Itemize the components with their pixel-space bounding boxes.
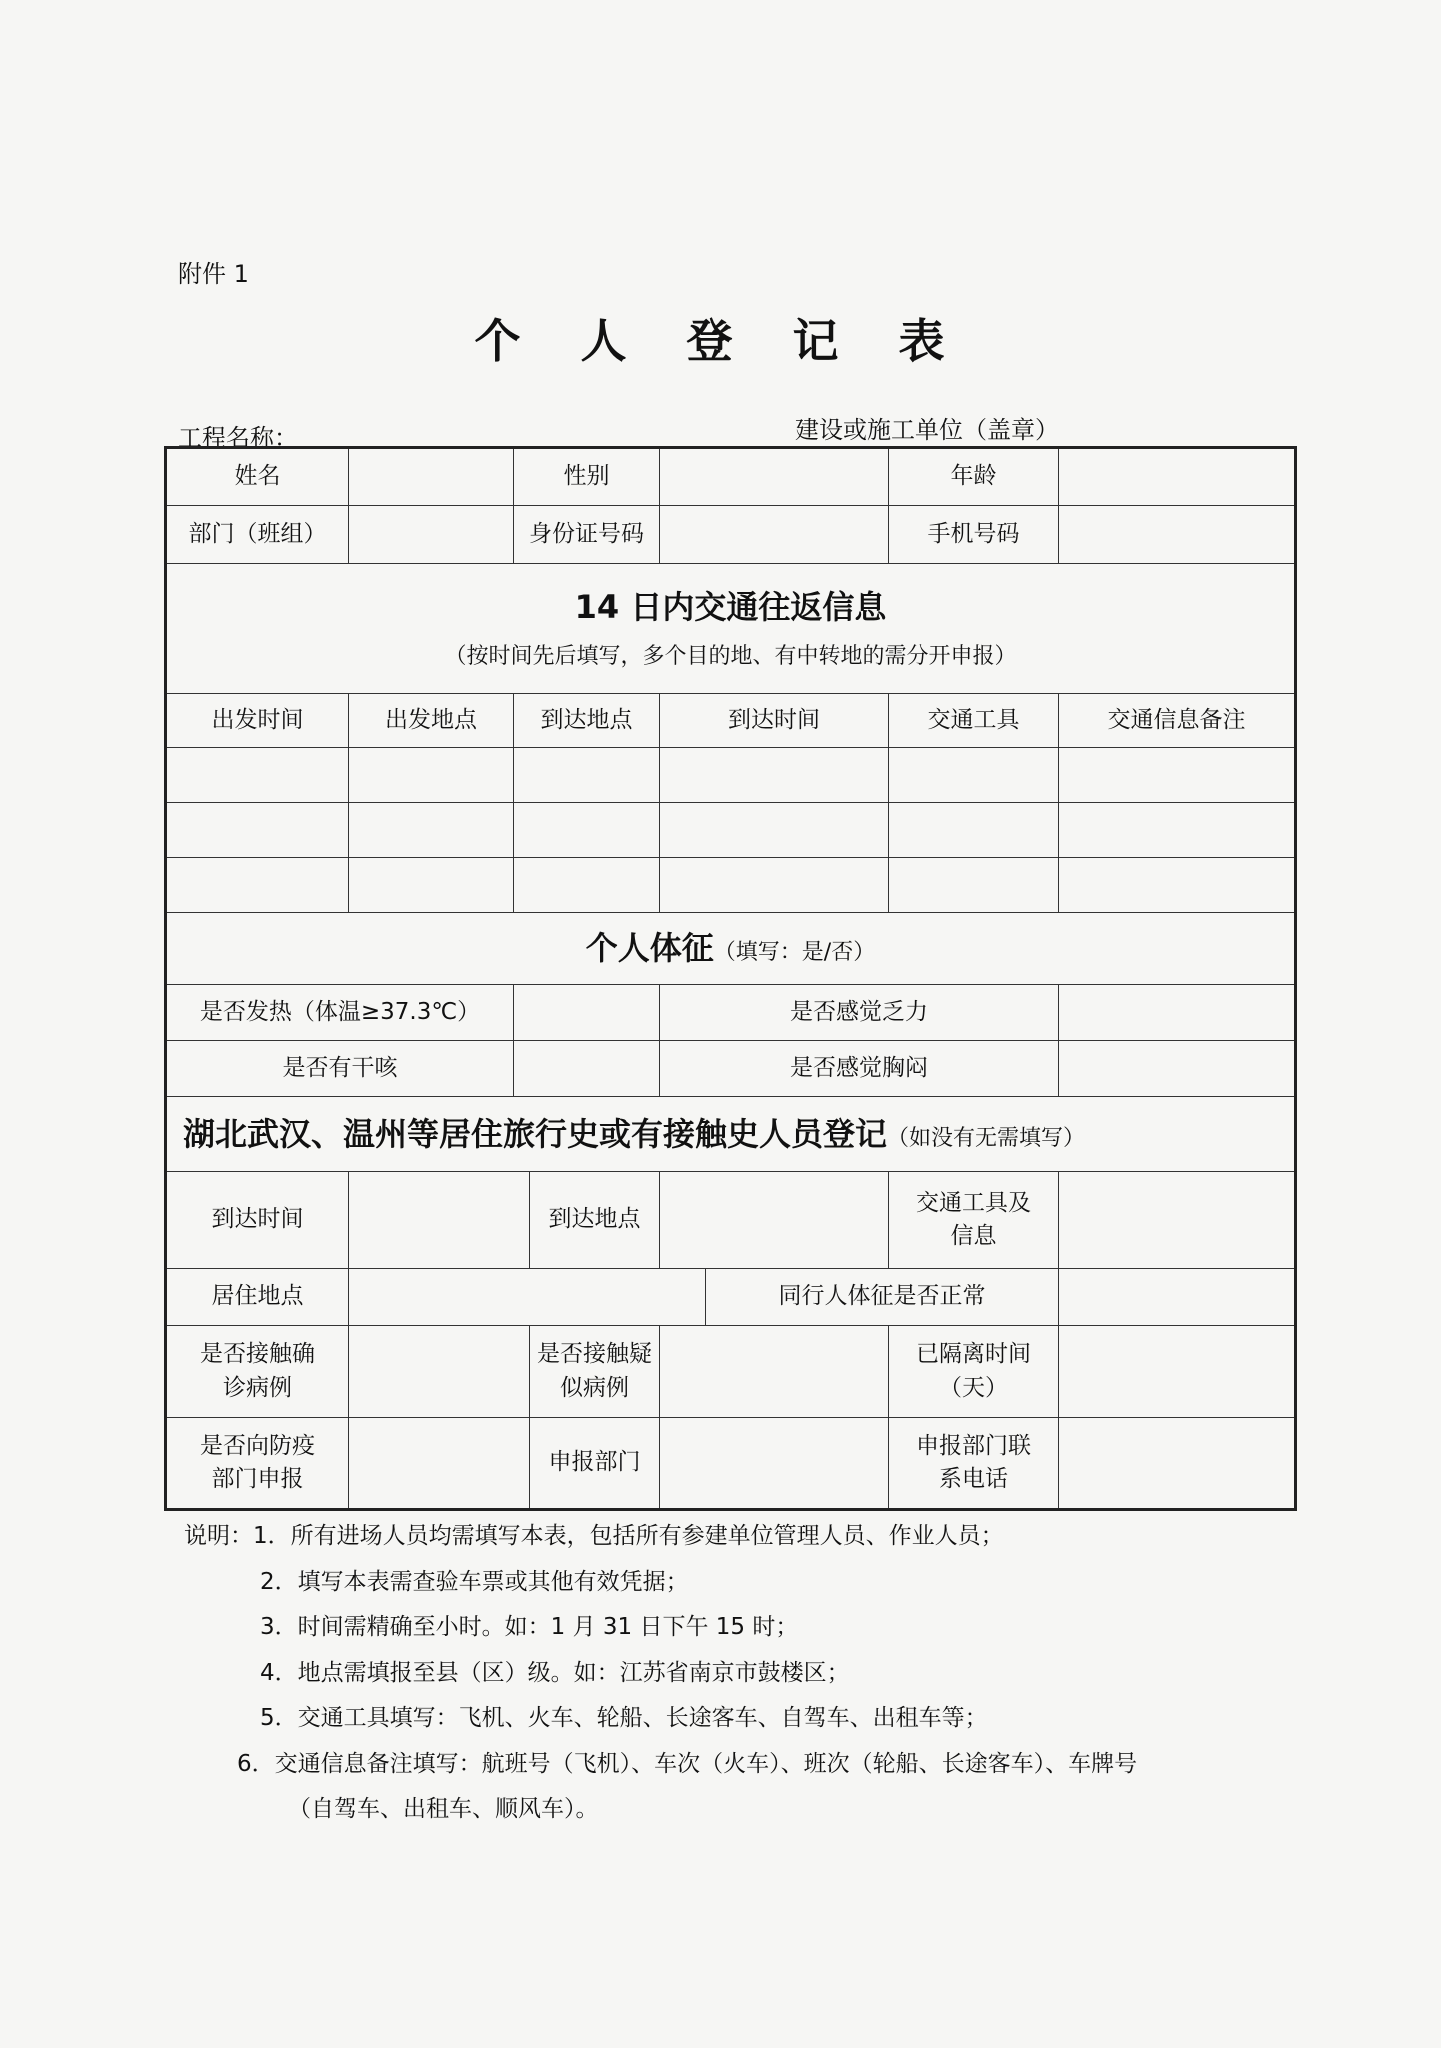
reported-field[interactable] [349, 1418, 530, 1510]
age-field[interactable] [1059, 448, 1296, 506]
symptoms-section-title: 个人体征 [585, 929, 714, 968]
isolated-days-field[interactable] [1059, 1326, 1296, 1418]
gender-field[interactable] [660, 448, 889, 506]
companion-status-field[interactable] [1059, 1269, 1296, 1326]
note-line: 2．填写本表需查验车票或其他有效凭据； [260, 1568, 689, 1595]
isolated-days-label-line1: 已隔离时间 [916, 1341, 1031, 1368]
name-label: 姓名 [166, 448, 349, 506]
id-number-label: 身份证号码 [514, 506, 660, 564]
contact-confirmed-label-line1: 是否接触确 [200, 1341, 315, 1368]
notes-section [184, 1514, 1137, 1833]
fatigue-label: 是否感觉乏力 [660, 985, 1059, 1041]
registration-table [164, 446, 1297, 1511]
hubei-section-subtitle: （如没有无需填写） [887, 1125, 1086, 1151]
contact-confirmed-label [166, 1326, 349, 1418]
transport-info-label [889, 1172, 1059, 1269]
travel-section-header [166, 564, 1296, 694]
travel-row [166, 748, 1296, 803]
travel-cell[interactable] [660, 748, 889, 803]
travel-cell[interactable] [514, 858, 660, 913]
arrival-place-label: 到达地点 [530, 1172, 660, 1269]
travel-cell[interactable] [514, 803, 660, 858]
note-line: 4．地点需填报至县（区）级。如：江苏省南京市鼓楼区； [260, 1659, 850, 1686]
travel-cell[interactable] [660, 803, 889, 858]
report-phone-label-line2: 系电话 [939, 1466, 1008, 1492]
age-label: 年龄 [889, 448, 1059, 506]
travel-cell[interactable] [1059, 748, 1296, 803]
contact-confirmed-label-line2: 诊病例 [223, 1374, 292, 1401]
note-line: 5．交通工具填写：飞机、火车、轮船、长途客车、自驾车、出租车等； [260, 1705, 988, 1731]
travel-col-transport-note: 交通信息备注 [1059, 694, 1296, 748]
name-field[interactable] [349, 448, 514, 506]
reported-label-line1: 是否向防疫 [200, 1432, 315, 1459]
fatigue-field[interactable] [1059, 985, 1296, 1041]
travel-cell[interactable] [889, 858, 1059, 913]
transport-info-label-line2: 信息 [950, 1223, 997, 1249]
travel-cell[interactable] [889, 748, 1059, 803]
phone-field[interactable] [1059, 506, 1296, 564]
fever-field[interactable] [514, 985, 660, 1041]
report-dept-field[interactable] [660, 1418, 889, 1510]
travel-section-title: 14 日内交通往返信息 [574, 588, 887, 627]
reported-label [166, 1418, 349, 1510]
travel-section-subtitle: （按时间先后填写，多个目的地、有中转地的需分开申报） [444, 643, 1017, 669]
department-field[interactable] [349, 506, 514, 564]
travel-cell[interactable] [349, 803, 514, 858]
travel-cell[interactable] [889, 803, 1059, 858]
travel-cell[interactable] [166, 858, 349, 913]
travel-cell[interactable] [166, 803, 349, 858]
arrival-time-label: 到达时间 [166, 1172, 349, 1269]
report-phone-label [889, 1418, 1059, 1510]
department-label: 部门（班组） [166, 506, 349, 564]
fever-label: 是否发热（体温≥37.3℃） [166, 985, 514, 1041]
chest-tightness-field[interactable] [1059, 1041, 1296, 1097]
project-name-label: 工程名称： [178, 424, 298, 452]
travel-cell[interactable] [660, 858, 889, 913]
travel-col-arrival-place: 到达地点 [514, 694, 660, 748]
companion-status-label: 同行人体征是否正常 [706, 1269, 1059, 1326]
note-line: 说明：1．所有进场人员均需填写本表，包括所有参建单位管理人员、作业人员； [184, 1523, 1004, 1549]
arrival-time-field[interactable] [349, 1172, 530, 1269]
travel-cell[interactable] [349, 748, 514, 803]
contact-suspected-label [530, 1326, 660, 1418]
note-line: （自驾车、出租车、顺风车）。 [288, 1796, 599, 1822]
transport-info-field[interactable] [1059, 1172, 1296, 1269]
report-phone-field[interactable] [1059, 1418, 1296, 1510]
travel-row [166, 803, 1296, 858]
gender-label: 性别 [514, 448, 660, 506]
contact-suspected-field[interactable] [660, 1326, 889, 1418]
report-phone-label-line1: 申报部门联 [916, 1432, 1031, 1459]
residence-field[interactable] [349, 1269, 706, 1326]
report-dept-label: 申报部门 [530, 1418, 660, 1510]
travel-cell[interactable] [1059, 803, 1296, 858]
contact-suspected-label-line2: 似病例 [560, 1374, 629, 1401]
phone-label: 手机号码 [889, 506, 1059, 564]
page-title: 个 人 登 记 表 [474, 314, 967, 368]
residence-label: 居住地点 [166, 1269, 349, 1326]
chest-tightness-label: 是否感觉胸闷 [660, 1041, 1059, 1097]
travel-cell[interactable] [166, 748, 349, 803]
dry-cough-label: 是否有干咳 [166, 1041, 514, 1097]
isolated-days-label [889, 1326, 1059, 1418]
hubei-section-title: 湖北武汉、温州等居住旅行史或有接触史人员登记 [183, 1114, 888, 1153]
travel-col-departure-place: 出发地点 [349, 694, 514, 748]
reported-label-line2: 部门申报 [211, 1466, 304, 1492]
travel-cell[interactable] [1059, 858, 1296, 913]
id-number-field[interactable] [660, 506, 889, 564]
travel-cell[interactable] [349, 858, 514, 913]
transport-info-label-line1: 交通工具及 [916, 1189, 1031, 1216]
hubei-section-header [166, 1097, 1296, 1172]
travel-cell[interactable] [514, 748, 660, 803]
note-line: 3．时间需精确至小时。如：1 月 31 日下午 15 时； [260, 1614, 799, 1640]
dry-cough-field[interactable] [514, 1041, 660, 1097]
travel-col-transport: 交通工具 [889, 694, 1059, 748]
note-line: 6．交通信息备注填写：航班号（飞机）、车次（火车）、班次（轮船、长途客车）、车牌号 [237, 1750, 1138, 1777]
contact-confirmed-field[interactable] [349, 1326, 530, 1418]
attachment-label: 附件 1 [178, 260, 249, 288]
symptoms-section-header [166, 913, 1296, 985]
symptoms-section-subtitle: （填写：是/否） [713, 940, 876, 966]
contact-suspected-label-line1: 是否接触疑 [537, 1341, 652, 1368]
travel-row [166, 858, 1296, 913]
arrival-place-field[interactable] [660, 1172, 889, 1269]
isolated-days-label-line2: （天） [939, 1374, 1008, 1401]
construction-unit-label: 建设或施工单位（盖章） [795, 416, 1059, 444]
travel-col-departure-time: 出发时间 [166, 694, 349, 748]
travel-col-arrival-time: 到达时间 [660, 694, 889, 748]
